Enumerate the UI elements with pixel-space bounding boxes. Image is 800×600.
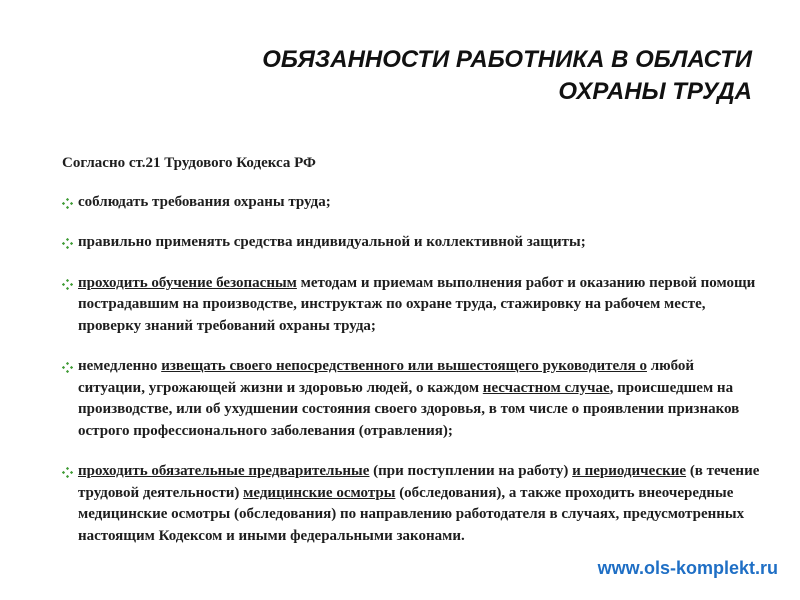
slide-title [200,44,752,108]
duty-text-underlined: проходить обучение безопасным [78,274,297,291]
duty-text-underlined: несчастном случае [482,379,610,396]
slide-title-line-1: ОБЯЗАННОСТИ РАБОТНИКА В ОБЛАСТИ [262,46,752,73]
duty-text: правильно применять средства индивидуальной и коллективной защиты; [78,234,586,250]
diamond-bullet-icon [62,467,73,478]
duty-item [62,232,762,254]
website-link[interactable]: www.ols-komplekt.ru [597,558,778,578]
duty-text-underlined: проходить обязательные предварительные [78,463,370,479]
duty-item [62,356,762,442]
duty-text: (при поступлении на работу) [369,463,573,479]
duty-text: методам и приемам выполнения работ и оказанию первой помощи пострадавшим на производстве, инструктаж по охране труда, стажировку на рабочем месте, проверку знаний требований охраны труда; [78,274,756,334]
slide-title-line-2: ОХРАНЫ ТРУДА [558,78,752,105]
intro-text: Согласно ст.21 Трудового Кодекса РФ [62,155,316,171]
duty-text: , происшедшем на производстве, или об ухудшении состояния своего здоровья, в том числе о проявлении признаков острого профессионального заболевания (отравления); [78,379,740,439]
diamond-bullet-icon [62,238,73,249]
duties-list [62,192,762,548]
duty-text-underlined: и периодические [572,463,687,479]
duty-text: (обследования), а также проходить внеочередные медицинские осмотры (обследования) по направлению работодателя в случаях, предусмотренных настоящим Кодексом и иными федеральными законами. [78,484,745,544]
diamond-bullet-icon [62,279,73,290]
duty-item [62,192,762,214]
duty-text-underlined: извещать своего непосредственного или вышестоящего руководителя о [161,358,647,374]
duty-item [62,273,762,338]
duty-text: немедленно [78,358,162,374]
diamond-bullet-icon [62,362,73,373]
duty-text: любой ситуации, угрожающей жизни и здоровью людей, о каждом [78,358,695,396]
duty-text: соблюдать требования охраны труда; [78,193,331,210]
duty-text-underlined: медицинские осмотры [243,484,396,501]
duties-content [62,153,762,566]
duty-item [62,461,762,547]
diamond-bullet-icon [62,198,73,209]
duty-text: (в течение трудовой деятельности) [78,463,760,501]
